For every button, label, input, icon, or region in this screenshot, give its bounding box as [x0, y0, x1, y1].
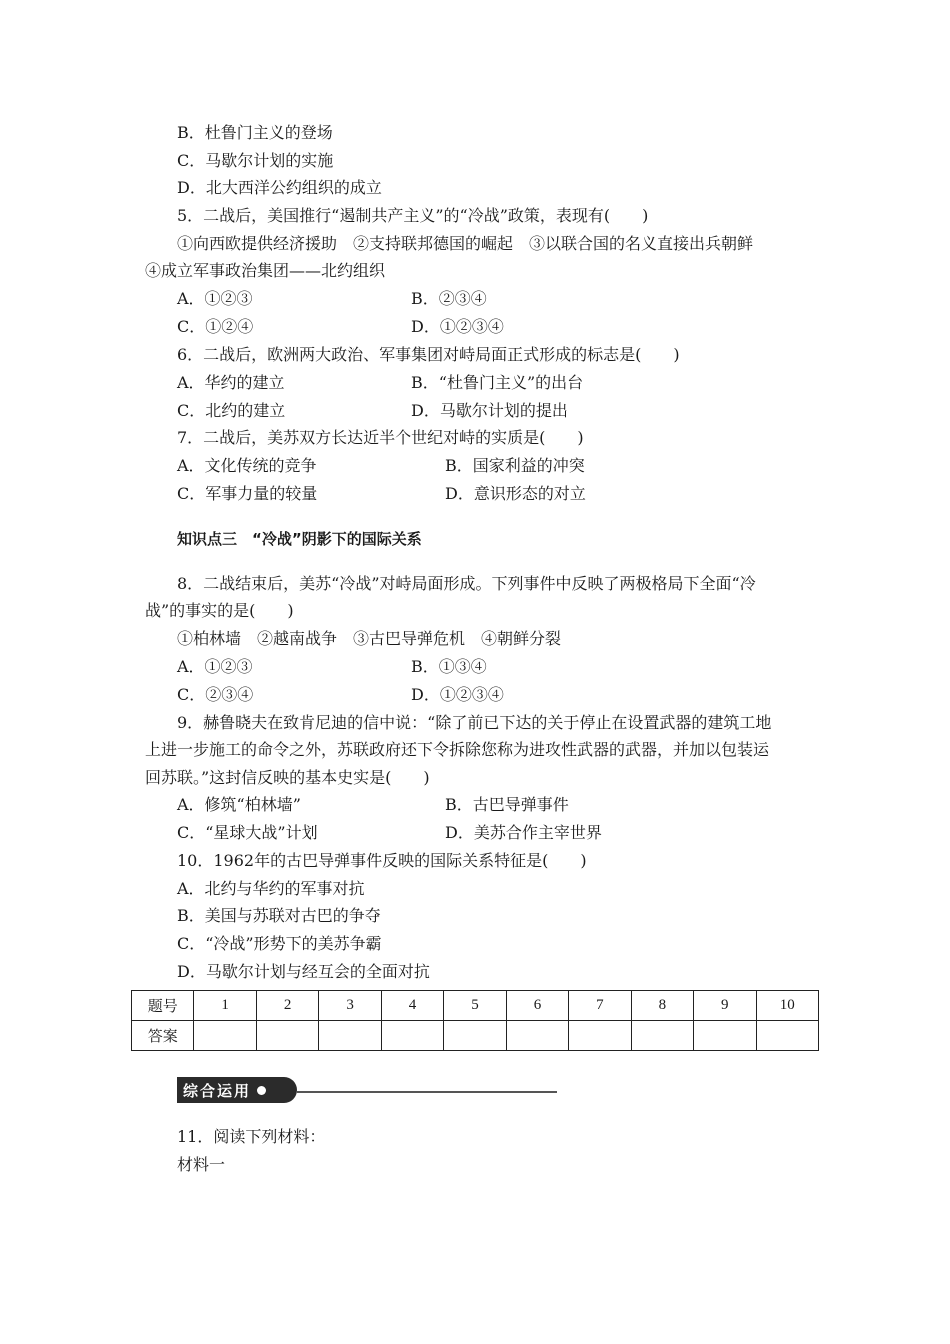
q7-option-c: C．军事力量的较量: [177, 484, 318, 503]
q6-stem: 6．二战后，欧洲两大政治、军事集团对峙局面正式形成的标志是( ): [177, 345, 680, 364]
q8-option-b: B．①③④: [411, 657, 487, 676]
q4-option-b: B．杜鲁门主义的登场: [177, 123, 333, 142]
answer-cell[interactable]: [506, 1021, 568, 1051]
number-cell: 6: [506, 991, 568, 1021]
bullet-icon: [257, 1086, 266, 1095]
answer-label-cell: 答案: [132, 1021, 194, 1051]
answer-cell[interactable]: [381, 1021, 443, 1051]
q11-stem: 11．阅读下列材料：: [177, 1127, 326, 1146]
q6-option-d: D．马歇尔计划的提出: [411, 401, 568, 420]
q10-option-d: D．马歇尔计划与经互会的全面对抗: [177, 962, 430, 981]
q10-option-b: B．美国与苏联对古巴的争夺: [177, 906, 381, 925]
answer-cell[interactable]: [256, 1021, 318, 1051]
number-cell: 9: [694, 991, 756, 1021]
q5-statements-line1: ①向西欧提供经济援助 ②支持联邦德国的崛起 ③以联合国的名义直接出兵朝鲜: [177, 234, 754, 253]
number-cell: 7: [569, 991, 631, 1021]
material-one-label: 材料一: [177, 1155, 226, 1174]
number-cell: 10: [756, 991, 818, 1021]
q8-statements: ①柏林墙 ②越南战争 ③古巴导弹危机 ④朝鲜分裂: [177, 629, 562, 648]
q7-option-a: A．文化传统的竞争: [177, 456, 317, 475]
number-cell: 3: [319, 991, 381, 1021]
q9-stem-line2: 上进一步施工的命令之外，苏联政府还下令拆除您称为进攻性武器的武器，并加以包装运: [145, 740, 770, 759]
banner-divider: [297, 1091, 557, 1093]
answer-cell[interactable]: [756, 1021, 818, 1051]
q9-option-b: B．古巴导弹事件: [445, 795, 569, 814]
q8-stem-line2: 战”的事实的是( ): [145, 601, 294, 620]
q4-option-d: D．北大西洋公约组织的成立: [177, 178, 382, 197]
q5-option-c: C．①②④: [177, 317, 254, 336]
q8-option-a: A．①②③: [177, 657, 253, 676]
q10-stem: 10．1962年的古巴导弹事件反映的国际关系特征是( ): [177, 851, 587, 870]
q7-stem: 7．二战后，美苏双方长达近半个世纪对峙的实质是( ): [177, 428, 584, 447]
answer-cell[interactable]: [569, 1021, 631, 1051]
q10-option-c: C．“冷战”形势下的美苏争霸: [177, 934, 382, 953]
q5-stem: 5．二战后，美国推行“遏制共产主义”的“冷战”政策，表现有( ): [177, 206, 649, 225]
q7-option-b: B．国家利益的冲突: [445, 456, 585, 475]
banner-label: 综合运用: [183, 1081, 252, 1100]
q8-option-d: D．①②③④: [411, 685, 504, 704]
q9-option-d: D．美苏合作主宰世界: [445, 823, 602, 842]
q9-stem-line3: 回苏联。”这封信反映的基本史实是( ): [145, 768, 430, 787]
q7-option-d: D．意识形态的对立: [445, 484, 586, 503]
q9-stem-line1: 9．赫鲁晓夫在致肯尼迪的信中说：“除了前已下达的关于停止在设置武器的建筑工地: [177, 713, 772, 732]
header-label-cell: 题号: [132, 991, 194, 1021]
q9-option-c: C．“星球大战”计划: [177, 823, 318, 842]
answer-table-header-row: [132, 991, 819, 1021]
answer-cell[interactable]: [444, 1021, 506, 1051]
q5-option-a: A．①②③: [177, 289, 253, 308]
q8-option-c: C．②③④: [177, 685, 254, 704]
q6-option-c: C．北约的建立: [177, 401, 286, 420]
answer-cell[interactable]: [194, 1021, 256, 1051]
answer-cell[interactable]: [694, 1021, 756, 1051]
answer-table: [131, 990, 819, 1051]
q8-stem-line1: 8．二战结束后，美苏“冷战”对峙局面形成。下列事件中反映了两极格局下全面“冷: [177, 574, 756, 593]
q6-option-a: A．华约的建立: [177, 373, 285, 392]
number-cell: 5: [444, 991, 506, 1021]
number-cell: 2: [256, 991, 318, 1021]
number-cell: 1: [194, 991, 256, 1021]
q5-statements-line2: ④成立军事政治集团——北约组织: [145, 261, 386, 280]
q10-option-a: A．北约与华约的军事对抗: [177, 879, 365, 898]
answer-cell[interactable]: [319, 1021, 381, 1051]
q4-option-c: C．马歇尔计划的实施: [177, 151, 334, 170]
q9-option-a: A．修筑“柏林墙”: [177, 795, 301, 814]
q5-option-d: D．①②③④: [411, 317, 504, 336]
q6-option-b: B．“杜鲁门主义”的出台: [411, 373, 584, 392]
answer-table-answer-row: [132, 1021, 819, 1051]
answer-cell[interactable]: [631, 1021, 693, 1051]
number-cell: 8: [631, 991, 693, 1021]
q5-option-b: B．②③④: [411, 289, 487, 308]
section-banner: [177, 1077, 297, 1103]
section-heading: 知识点三 “冷战”阴影下的国际关系: [177, 530, 422, 548]
number-cell: 4: [381, 991, 443, 1021]
